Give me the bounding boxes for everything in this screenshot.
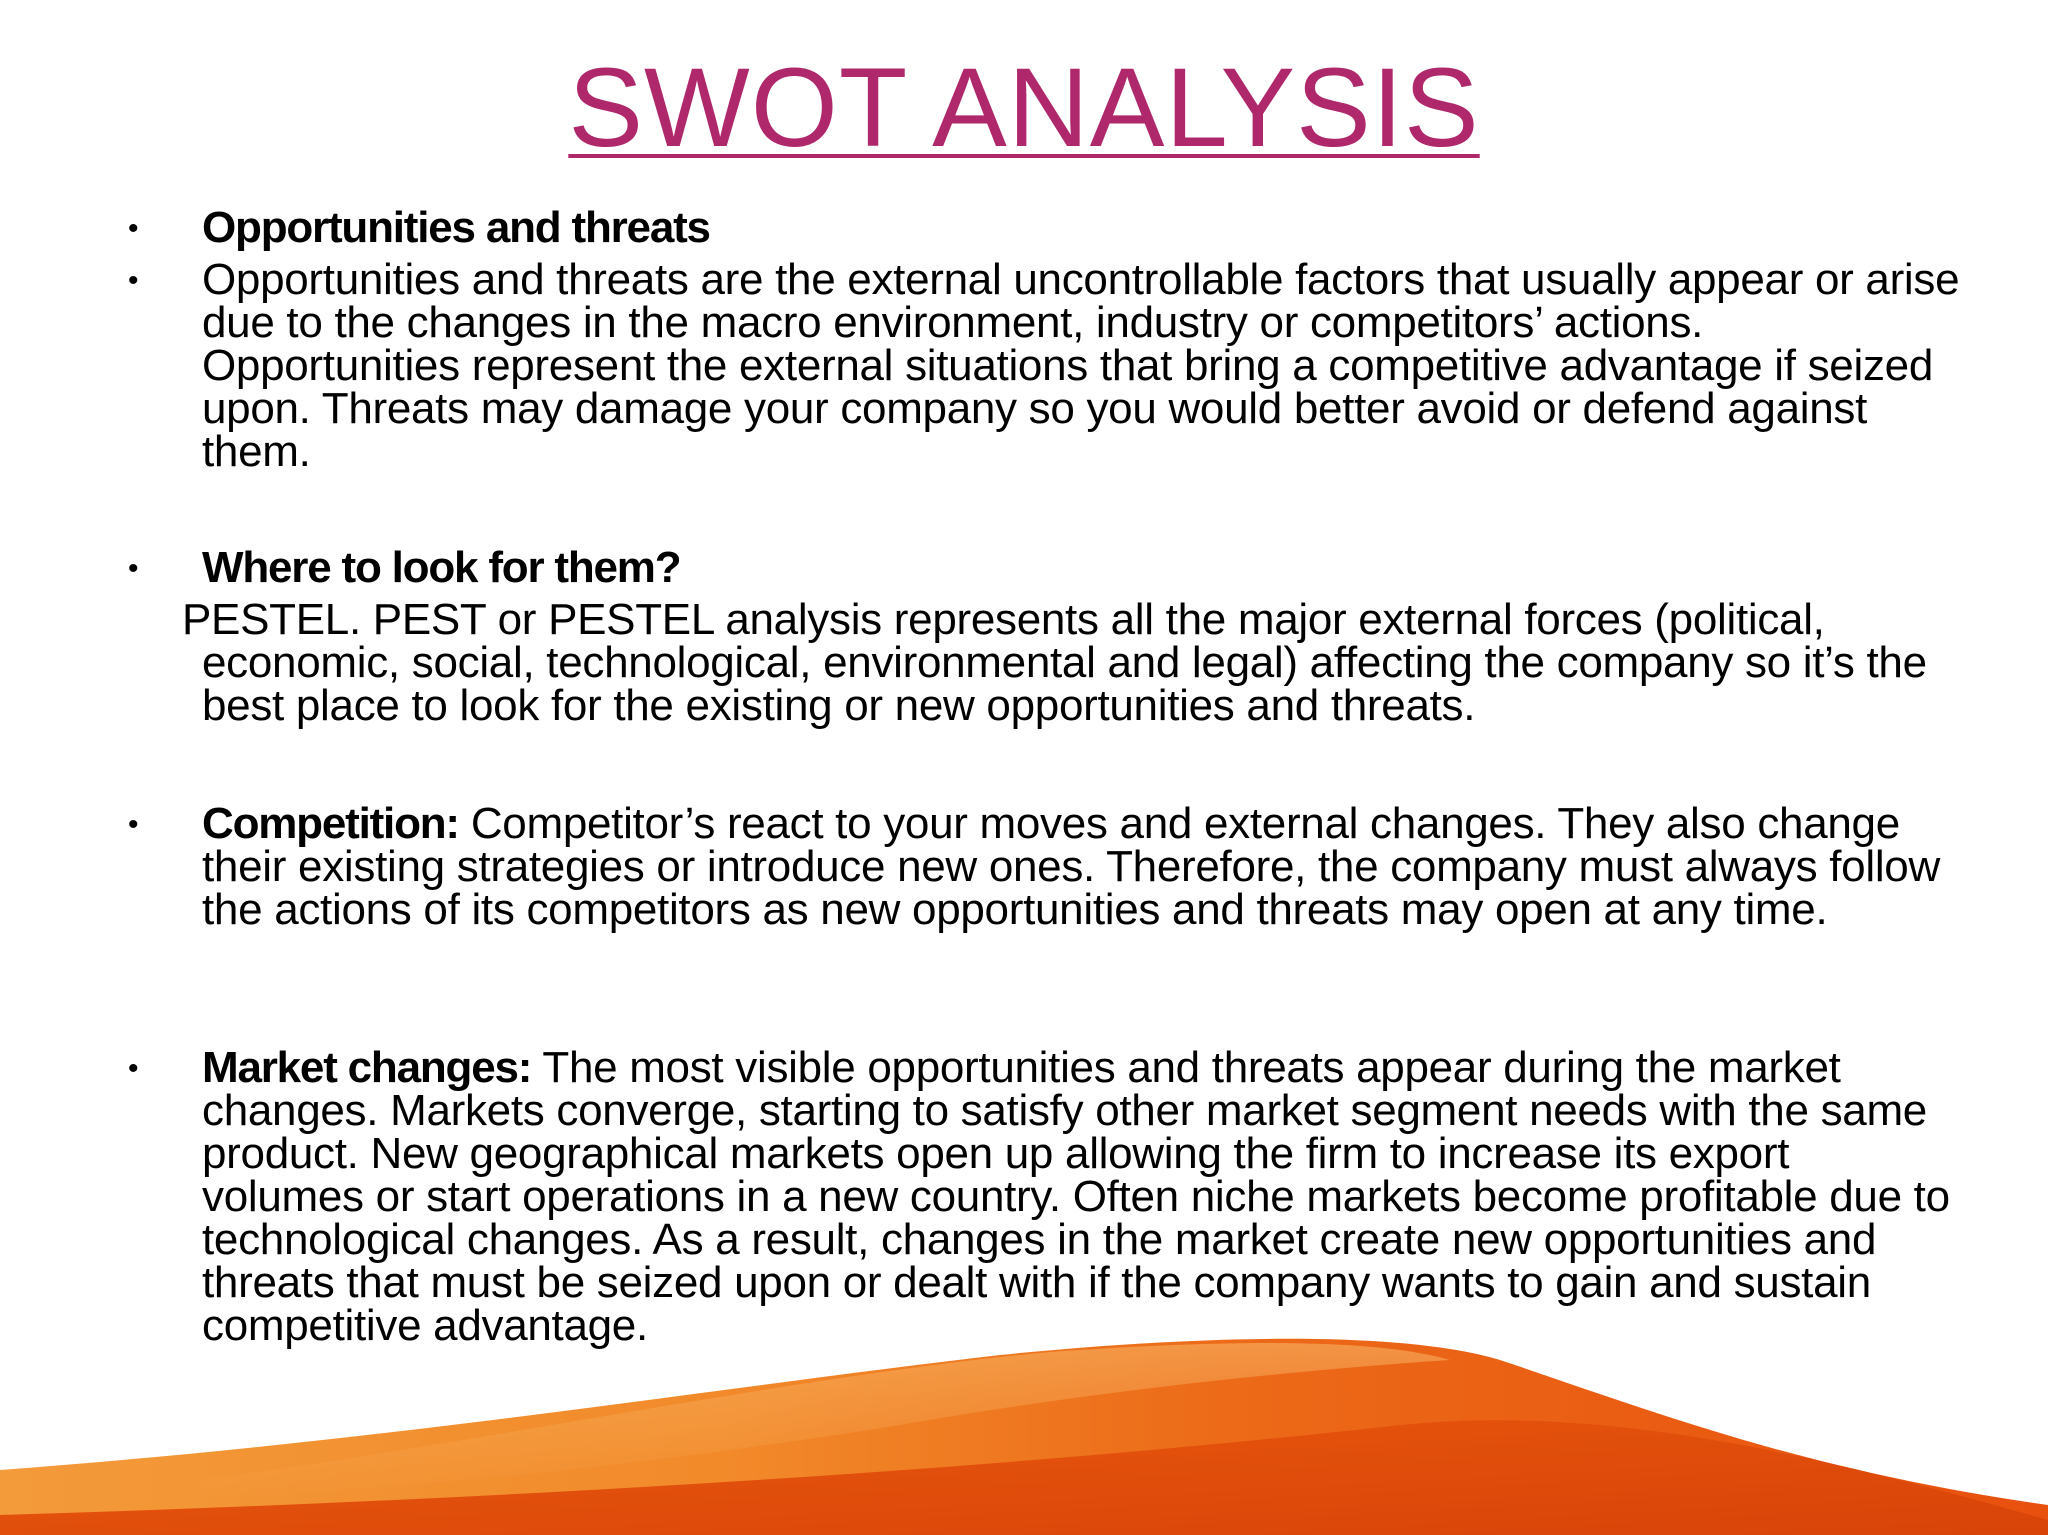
competition-lead: Competition:: [202, 799, 459, 848]
market-changes-body: The most visible opportunities and threats appear during the market changes. Markets converge, starting to satisfy other market segment needs with the same product. New geographical markets open up allowing the firm to increase its export volumes or start operations in a new country. Often niche markets become profitable due to technological changes. As a result, changes in the market create new opportunities and threats that must be seized upon or dealt with if the company wants to gain and sustain competitive advantage.: [202, 1043, 1950, 1350]
market-changes-lead: Market changes:: [202, 1043, 532, 1092]
paragraph-competition: [202, 799, 1962, 934]
competition-body: Competitor’s react to your moves and external changes. They also change their existing strategies or introduce new ones. Therefore, the company must always follow the actions of its competitors as new opportunities and threats may open at any time.: [202, 799, 1940, 934]
section-heading-where-to-look: Where to look for them?: [202, 543, 681, 592]
paragraph-market-changes: [202, 1043, 1962, 1350]
bullet-marker: •: [128, 264, 139, 297]
paragraph-opportunities-threats: Opportunities and threats are the external uncontrollable factors that usually appear or arise due to the changes in the macro environment, industry or competitors’ actions. Opportunities represent the external situations that bring a competitive advantage if seized upon. Threats may damage your company so you would better avoid or defend against them.: [202, 255, 1960, 476]
section-heading-opportunities: Opportunities and threats: [202, 203, 710, 252]
bullet-marker: •: [128, 808, 139, 841]
decorative-wave: [0, 1330, 2048, 1535]
bullet-marker: •: [128, 552, 139, 585]
slide-title-text: SWOT ANALYSIS: [568, 45, 1480, 170]
bullet-marker: •: [128, 1052, 139, 1085]
paragraph-pestel: PESTEL. PEST or PESTEL analysis represents all the major external forces (political, economic, social, technological, environmental and legal) affecting the company so it’s the best place to look for the existing or new opportunities and threats.: [182, 595, 1927, 730]
slide-title: [0, 45, 2048, 170]
bullet-marker: •: [128, 212, 139, 245]
